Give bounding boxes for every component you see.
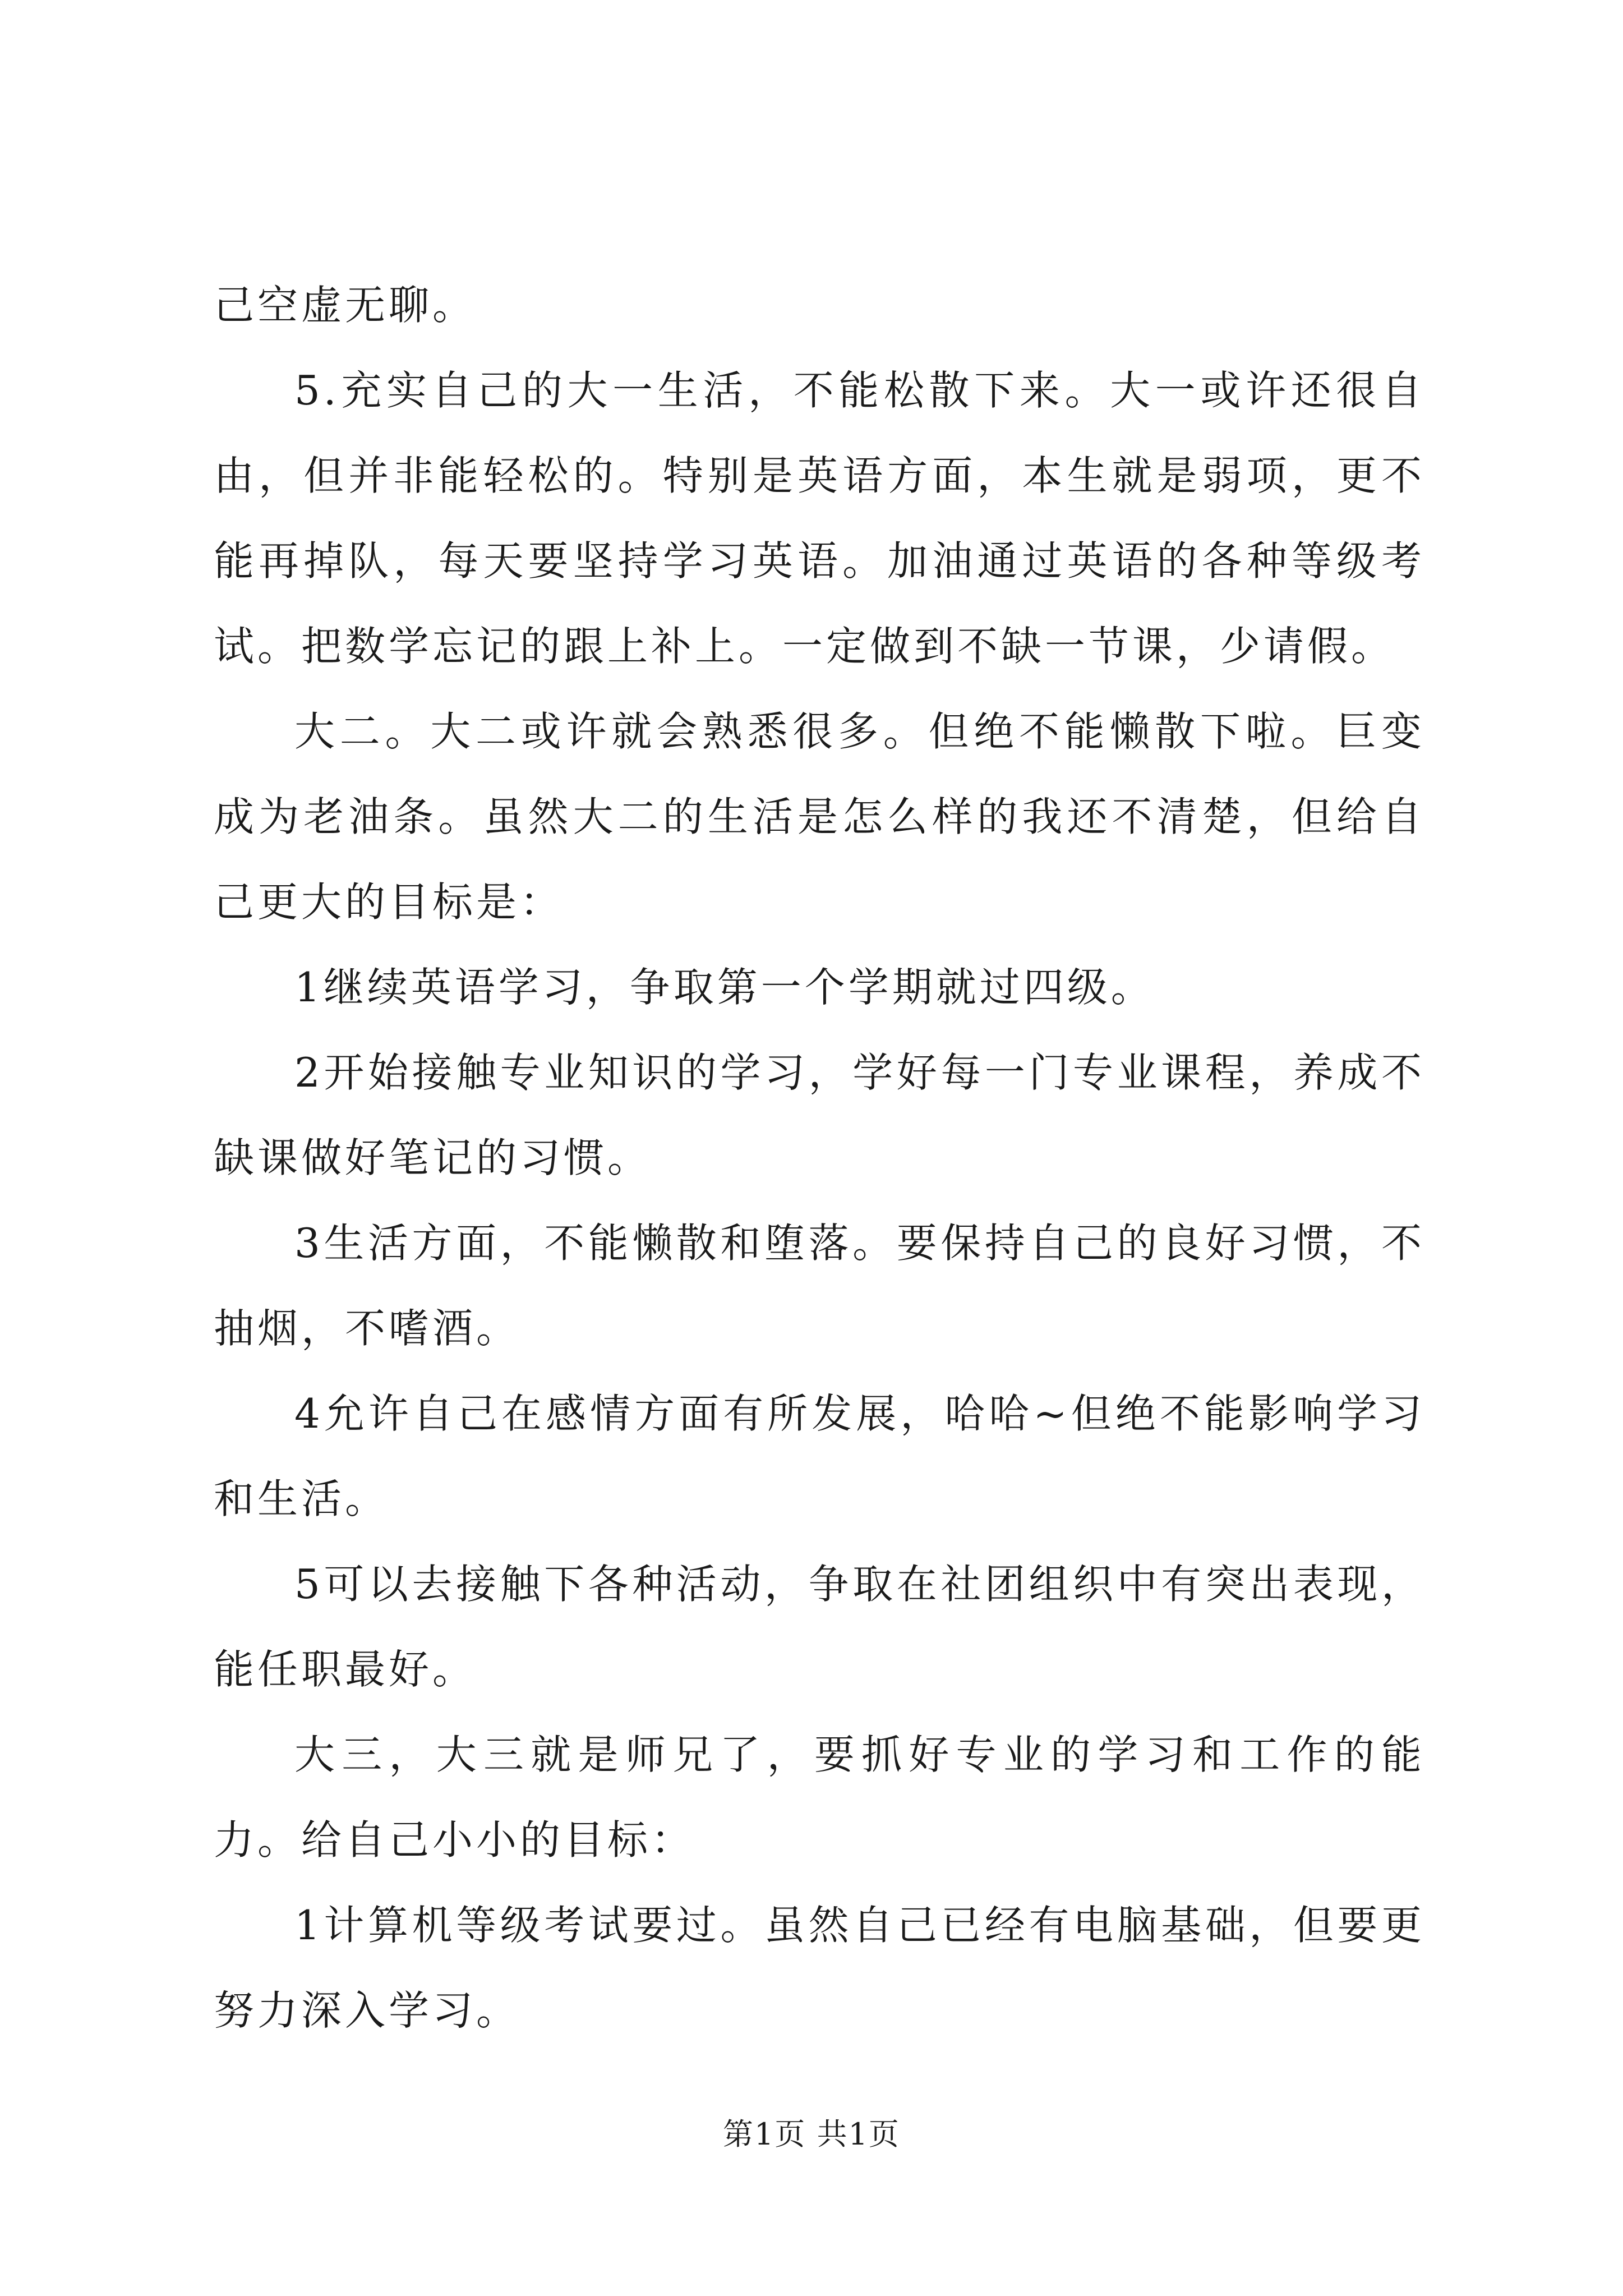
paragraph-6: 3生活方面，不能懒散和堕落。要保持自己的良好习惯，不抽烟，不嗜酒。 [214, 1220, 1425, 1352]
paragraph-7: 4允许自己在感情方面有所发展，哈哈~但绝不能影响学习和生活。 [214, 1390, 1425, 1522]
paragraph-4: 1继续英语学习，争取第一个学期就过四级。 [294, 964, 1155, 1011]
paragraph-1: 己空虚无聊。 [214, 282, 477, 329]
paragraph-3: 大二。大二或许就会熟悉很多。但绝不能懒散下啦。巨变成为老油条。虽然大二的生活是怎么样的我还不清楚，但给自己更大的目标是： [214, 708, 1425, 926]
paragraph-10: 1计算机等级考试要过。虽然自己已经有电脑基础，但要更努力深入学习。 [214, 1902, 1425, 2034]
paragraph-8: 5可以去接触下各种活动，争取在社团组织中有突出表现，能任职最好。 [214, 1561, 1425, 1693]
paragraph-9: 大三，大三就是师兄了，要抓好专业的学习和工作的能力。给自己小小的目标： [214, 1731, 1425, 1864]
document-body [214, 263, 1425, 2053]
paragraph-5: 2开始接触专业知识的学习，学好每一门专业课程，养成不缺课做好笔记的习惯。 [214, 1049, 1425, 1181]
paragraph-2: 5.充实自己的大一生活，不能松散下来。大一或许还很自由，但并非能轻松的。特别是英语方面，本生就是弱项，更不能再掉队，每天要坚持学习英语。加油通过英语的各种等级考试。把数学忘记的跟上补上。一定做到不缺一节课，少请假。 [214, 367, 1425, 670]
page-footer: 第1页 共1页 [723, 2116, 900, 2152]
